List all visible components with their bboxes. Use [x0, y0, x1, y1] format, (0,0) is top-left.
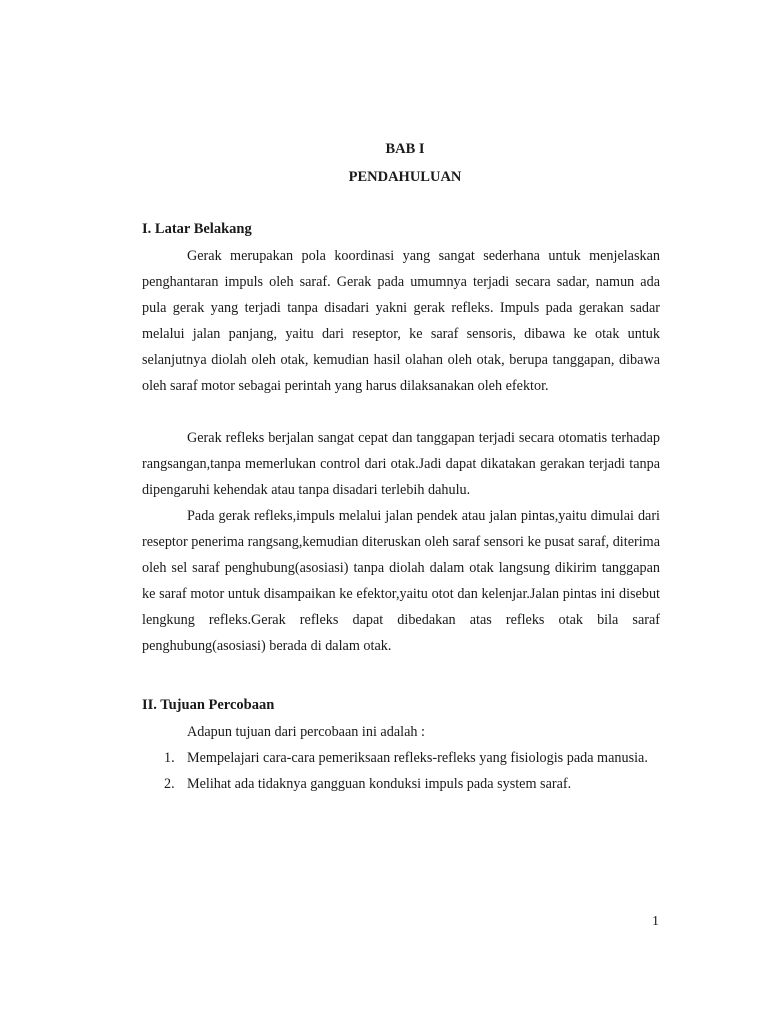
list-item-text: Melihat ada tidaknya gangguan konduksi impuls pada system saraf. [187, 776, 572, 792]
list-item [142, 771, 660, 797]
section-title-tujuan-percobaan: II. Tujuan Percobaan [142, 697, 275, 713]
section-title-latar-belakang: I. Latar Belakang [142, 221, 252, 237]
list-item [142, 745, 660, 771]
chapter-title: PENDAHULUAN [348, 169, 462, 185]
list-item-text: Mempelajari cara-cara pemeriksaan refleks-refleks yang fisiologis pada manusia. [187, 750, 648, 766]
objectives-list [142, 745, 660, 797]
paragraph: Pada gerak refleks,impuls melalui jalan pendek atau jalan pintas,yaitu dimulai dari reseptor penerima rangsang,kemudian diteruskan oleh saraf sensori ke pusat saraf, diterima oleh sel saraf penghubung(asosiasi) tanpa diolah dalam otak langsung dikirim tanggapan ke saraf motor untuk disampaikan ke efektor,yaitu otot dan kelenjar.Jalan pintas ini disebut lengkung refleks.Gerak refleks dapat dibedakan atas refleks otak bila saraf penghubung(asosiasi) berada di dalam otak. [142, 508, 660, 654]
list-number: 1. [164, 750, 175, 766]
paragraph: Gerak refleks berjalan sangat cepat dan tanggapan terjadi secara otomatis terhadap rangsangan,tanpa memerlukan control dari otak.Jadi dapat dikatakan gerakan terjadi tanpa dipengaruhi kehendak atau tanpa disadari terlebih dahulu. [142, 430, 660, 498]
list-number: 2. [164, 776, 175, 792]
chapter-label: BAB I [385, 141, 425, 157]
page-number: 1 [652, 914, 659, 929]
objectives-intro: Adapun tujuan dari percobaan ini adalah : [187, 724, 425, 740]
paragraph: Gerak merupakan pola koordinasi yang sangat sederhana untuk menjelaskan penghantaran impuls oleh saraf. Gerak pada umumnya terjadi secara sadar, namun ada pula gerak yang terjadi tanpa disadari yakni gerak refleks. Impuls pada gerakan sadar melalui jalan panjang, yaitu dari reseptor, ke saraf sensoris, dibawa ke otak untuk selanjutnya diolah oleh otak, kemudian hasil olahan oleh otak, berupa tanggapan, dibawa oleh saraf motor sebagai perintah yang harus dilaksanakan oleh efektor. [142, 248, 660, 394]
